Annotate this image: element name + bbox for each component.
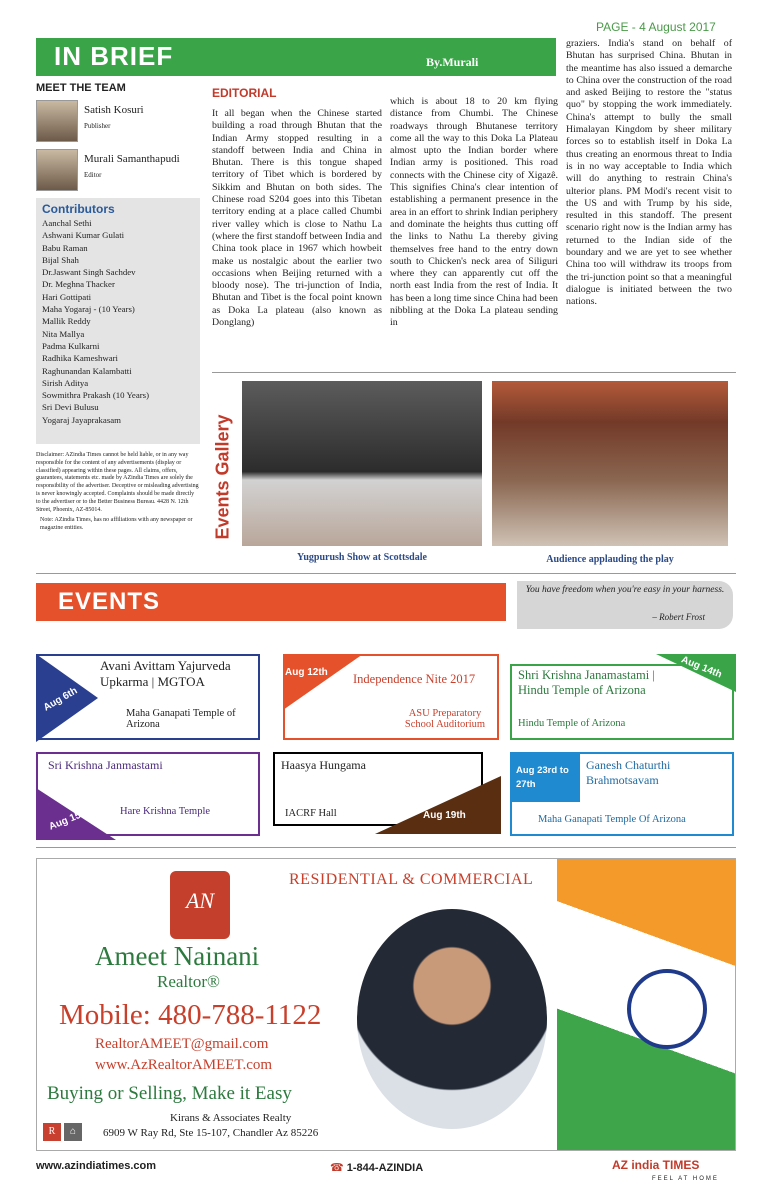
firm-address: 6909 W Ray Rd, Ste 15-107, Chandler Az 85226 xyxy=(103,1127,319,1139)
event-venue: Hindu Temple of Arizona xyxy=(518,718,626,729)
contributor-name: Aanchal Sethi xyxy=(42,218,92,228)
realtor-name: Ameet Nainani xyxy=(95,941,260,971)
gallery-photo-stage xyxy=(242,381,482,546)
contributor-name: Mallik Reddy xyxy=(42,316,91,327)
member-name: Murali Samanthapudi xyxy=(84,153,180,165)
avatar xyxy=(36,100,78,142)
event-title: Haasya Hungama xyxy=(281,758,366,772)
contributor-name: Bijal Shah xyxy=(42,254,79,265)
event-card[interactable] xyxy=(36,752,260,836)
quote-text: You have freedom when you're easy in your harness. xyxy=(525,585,725,595)
member-role: Editor xyxy=(84,171,102,179)
event-date: Aug 6th xyxy=(41,685,80,714)
footer-website[interactable]: www.azindiatimes.com xyxy=(36,1160,157,1172)
event-venue: ASU Preparatory School Auditorium xyxy=(404,708,486,730)
quote-box xyxy=(517,581,733,629)
contributor-name: Radhika Kameshwari xyxy=(42,353,118,364)
event-date: Aug 14th xyxy=(679,654,724,681)
team-member xyxy=(36,149,200,191)
event-card[interactable] xyxy=(273,752,483,826)
gallery-photo-audience xyxy=(492,381,728,546)
event-title: Sri Krishna Janmastami xyxy=(48,758,163,772)
event-date: Aug 12th xyxy=(285,667,328,678)
disclaimer-text: Disclaimer: AZindia Times cannot be held liable, or in any way responsible for the content of any advertisements (display or classified) appearing within these pages. All claims, offers, guarantees, statements etc. made by AZindia Times are solely the responsibility of the advertiser. Deceptive or misleading advertising is never knowingly accepted. Complaints should be made directly to the advertiser or to the Better Business Bureau. 4428 N. 12th Street, Phoenix, AZ-85014. xyxy=(36,452,199,513)
event-title: Shri Krishna Janamastami | Hindu Temple of Arizona xyxy=(518,668,655,697)
event-card[interactable] xyxy=(36,654,260,740)
footer-phone xyxy=(330,1161,423,1174)
contributor-name: Sri Devi Bulusu xyxy=(42,402,99,413)
footer-logo: AZ india TIMES xyxy=(612,1158,700,1172)
realtor-logo: AN xyxy=(170,871,230,939)
realtor-badges xyxy=(43,1121,85,1141)
gallery-label-text: Events Gallery xyxy=(212,414,233,540)
editorial-column: graziers. India's stand on behalf of Bhutan has surprised China. Bhutan in the meantime has also issued a demarche to China over the construction of the road and asked Beijing to restore the "status quo" by stopping the work immediately. China's attempt to bully the small Himalayan Kingdom by sheer military forces so to establish itself in Doka La thus creating an enormous threat to India is in no way acceptable to India which will do anything to restrain China's ulterior plans. PM Modi's recent visit to the US and with Trump by his side, resulted in this standoff. The present scenario right now is the Indian army has returned to the Indian side of the boundary and we are yet to see whether China too will withdraw its troops from the tri-junction point so that a meaningful dialogue is initiated between the two nations. xyxy=(566,38,732,308)
divider xyxy=(36,847,736,848)
realtor-advertisement[interactable] xyxy=(36,858,736,1151)
quote-author: – Robert Frost xyxy=(652,612,705,622)
contributor-name: Dr.Jaswant Singh Sachdev xyxy=(42,267,136,278)
event-card[interactable] xyxy=(510,752,734,836)
contributor-name: Nita Mallya xyxy=(42,328,85,339)
contributor-name: Ashwani Kumar Gulati xyxy=(42,230,125,241)
realtor-photo xyxy=(357,909,547,1129)
editorial-column: It all began when the Chinese started building a road through Bhutan that the Indian Army stopped resulting in a standoff between India and China in Bhutan. There is this tongue shaped territory of Tibet which is bordered by Sikkim and Bhutan on both sides. The Chinese road S204 goes into this Tibetan territory ending at a place called Chumbi river valley which is close to Nathu La (where the first standoff between India and China took place in 1967 which howbeit make us nostalgic about the earlier two occasions when Beijing returned with a bloody nose). The tri-junction of India, Bhutan and Tibet is the focal point known as Doka La plateau (also known as Donglang) xyxy=(212,108,382,329)
date-ribbon xyxy=(283,654,363,710)
date-ribbon xyxy=(375,776,501,834)
editorial-column: which is about 18 to 20 km flying distance from Chumbi. The Chinese roadways through Bhutanese territory come all the way to this Doka La Plateau almost upto the Indian border where Indian army is positioned. This road connects with the Chinese city of Xigazê. This signifies China's clear intention of establishing a permanent presence in the area in an effort to shrink Indian periphery and dominate the heights thus cutting off the links to Nathu La thereby giving themselves free hand to the entry down south to Chicken's neck area of Siliguri where they can apparently cut off the north east India from the rest of India. It has been a long time since China had been nibbling at the Doka La plateau sending in xyxy=(390,96,558,329)
contributor-name: Yogaraj Jayaprakasam xyxy=(42,414,121,425)
photo-caption: Audience applauding the play xyxy=(546,554,674,565)
contributors-list xyxy=(42,217,149,426)
editorial-heading: EDITORIAL xyxy=(212,86,277,100)
realtor-website[interactable]: www.AzRealtorAMEET.com xyxy=(95,1057,273,1073)
event-title: Ganesh Chaturthi Brahmotsavam xyxy=(586,758,671,787)
event-venue: Maha Ganapati Temple of Arizona xyxy=(126,708,236,730)
event-date: Aug 19th xyxy=(423,810,466,821)
event-date: Aug 23rd to 27th xyxy=(516,765,569,790)
ad-slogan: Buying or Selling, Make it Easy xyxy=(47,1083,292,1104)
realtor-email[interactable]: RealtorAMEET@gmail.com xyxy=(95,1036,269,1052)
phone-icon: ☎ xyxy=(330,1162,347,1174)
event-venue: Hare Krishna Temple xyxy=(120,806,211,817)
contributor-name: Maha Yogaraj - (10 Years) xyxy=(42,304,135,315)
event-date: Aug 15th xyxy=(47,806,92,833)
contributor-name: Raghunandan Kalambatti xyxy=(42,365,132,376)
page-number: PAGE - 4 August 2017 xyxy=(596,20,716,34)
photo-caption: Yugpurush Show at Scottsdale xyxy=(297,552,427,563)
gallery-label xyxy=(212,380,234,550)
event-card[interactable] xyxy=(510,654,734,740)
byline: By.Murali xyxy=(426,55,479,69)
divider xyxy=(36,573,736,574)
avatar xyxy=(36,149,78,191)
contributor-name: Sowmithra Prakash (10 Years) xyxy=(42,390,150,401)
team-heading: MEET THE TEAM xyxy=(36,82,126,94)
event-title: Avani Avittam Yajurveda Upkarma | MGTOA xyxy=(100,658,231,689)
realtor-icon: R xyxy=(43,1123,61,1141)
contributors-box xyxy=(36,198,200,444)
event-card[interactable] xyxy=(283,654,499,740)
events-title: EVENTS xyxy=(58,588,161,615)
member-name: Satish Kosuri xyxy=(84,104,144,116)
realtor-mobile: Mobile: 480-788-1122 xyxy=(59,999,322,1031)
contributor-name: Hari Gottipati xyxy=(42,291,92,302)
member-role: Publisher xyxy=(84,122,111,130)
footer-tagline: FEEL AT HOME xyxy=(652,1176,719,1182)
event-title: Independence Nite 2017 xyxy=(353,672,476,686)
contributor-name: Dr. Meghna Thacker xyxy=(42,279,115,290)
ashoka-chakra-icon xyxy=(627,969,707,1049)
event-venue: IACRF Hall xyxy=(285,808,337,819)
divider xyxy=(212,372,736,373)
event-venue: Maha Ganapati Temple Of Arizona xyxy=(538,814,686,825)
footer-phone-number: 1-844-AZINDIA xyxy=(346,1162,424,1174)
equal-housing-icon: ⌂ xyxy=(64,1123,82,1141)
contributors-heading: Contributors xyxy=(42,202,115,216)
contributor-name: Padma Kulkarni xyxy=(42,340,100,351)
contributor-name: Sirish Aditya xyxy=(42,377,89,388)
realtor-title: Realtor® xyxy=(157,972,220,991)
firm-name: Kirans & Associates Realty xyxy=(170,1112,292,1124)
disclaimer-note: Note: AZindia Times, has no affiliations with any newspaper or magazine entities. xyxy=(40,517,193,532)
disclaimer xyxy=(36,452,200,533)
contributor-name: Babu Raman xyxy=(42,242,88,253)
in-brief-title: IN BRIEF xyxy=(54,41,174,71)
team-member xyxy=(36,100,200,142)
ad-heading: RESIDENTIAL & COMMERCIAL xyxy=(289,871,534,888)
